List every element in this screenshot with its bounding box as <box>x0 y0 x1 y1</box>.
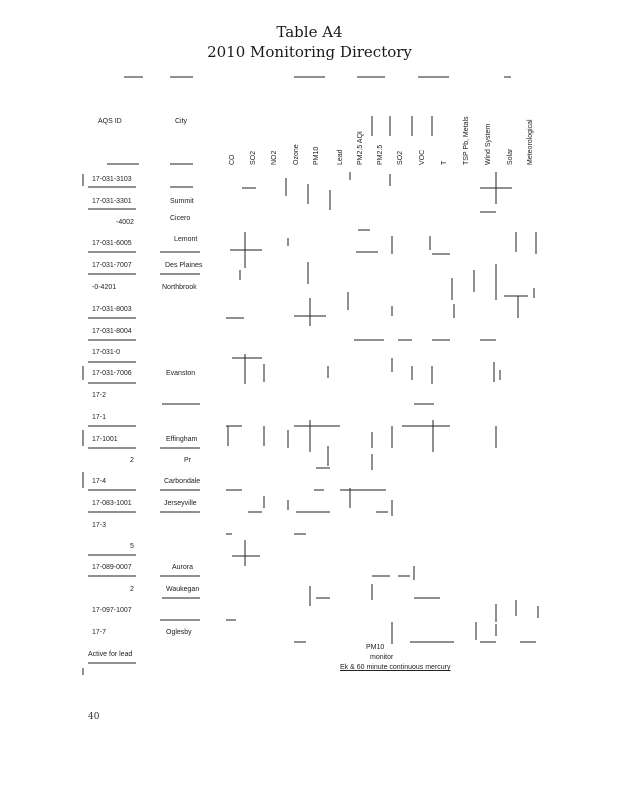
header-wind-system: Wind System <box>485 123 492 165</box>
row-aqs-id: 17-1 <box>92 414 107 421</box>
row-city: Pr <box>184 457 191 464</box>
header-voc: VOC <box>419 149 426 165</box>
row-aqs-id: -0-4201 <box>92 284 117 291</box>
row-aqs-id: 17-031-7006 <box>92 370 132 377</box>
row-aqs-id: 17-031-8003 <box>92 306 132 313</box>
footnote-left: Active for lead <box>88 651 133 658</box>
row-aqs-id: -4002 <box>116 219 134 226</box>
row-aqs-id: 17-031-7007 <box>92 262 132 269</box>
footnote-right-1: PM10 <box>366 644 385 651</box>
header-ozone: Ozone <box>293 144 300 165</box>
header-no2: NO2 <box>271 150 278 165</box>
row-aqs-id: 17-097-1007 <box>92 607 132 614</box>
row-city: Des Plaines <box>165 262 203 269</box>
row-aqs-id: 17-089-0007 <box>92 564 132 571</box>
footnote-right-2: monitor <box>370 654 394 661</box>
header-t: T <box>441 160 448 165</box>
header-aqs-id: AQS ID <box>98 118 122 125</box>
header-lead: Lead <box>337 149 344 165</box>
header-co: CO <box>229 154 236 165</box>
row-aqs-id: 17-031-6005 <box>92 240 132 247</box>
row-aqs-id: 17-4 <box>92 478 107 485</box>
row-city: Carbondale <box>164 478 201 485</box>
header-tsp-pb-metals: TSP Pb, Metals <box>463 116 470 165</box>
header-pm10: PM10 <box>313 146 320 165</box>
row-aqs-id: 17-3 <box>92 522 107 529</box>
row-city: Cicero <box>170 215 191 222</box>
row-aqs-id: 2 <box>130 457 134 464</box>
row-aqs-id: 2 <box>130 586 134 593</box>
header-meteorological: Meteorological <box>527 119 534 165</box>
row-aqs-id: 17-031-8004 <box>92 328 132 335</box>
page-number: 40 <box>88 712 100 722</box>
row-aqs-id: 17-031-0 <box>92 349 121 356</box>
table-subtitle: 2010 Monitoring Directory <box>207 43 412 61</box>
header-solar: Solar <box>507 148 514 165</box>
row-city: Jerseyville <box>164 500 197 507</box>
row-city: Northbrook <box>162 284 197 291</box>
header-so2-a: SO2 <box>250 150 257 165</box>
row-city: Evanston <box>166 370 196 377</box>
footnote-right-3: Ek & 60 minute continuous mercury <box>340 664 451 671</box>
row-aqs-id: 17-031-3301 <box>92 198 132 205</box>
row-city: Aurora <box>172 564 194 571</box>
row-aqs-id: 5 <box>130 543 134 550</box>
header-so2-b: SO2 <box>397 150 404 165</box>
header-pm25-aqi: PM2.5 AQI <box>357 131 364 165</box>
row-aqs-id: 17-083-1001 <box>92 500 132 507</box>
header-pm25: PM2.5 <box>377 144 384 165</box>
row-aqs-id: 17-2 <box>92 392 107 399</box>
row-city: Waukegan <box>166 586 200 593</box>
row-city: Effingham <box>166 436 198 443</box>
row-city: Lemont <box>174 236 198 243</box>
row-aqs-id: 17-1001 <box>92 436 118 443</box>
row-city: Summit <box>170 198 194 205</box>
row-city: Oglesby <box>166 629 192 636</box>
row-aqs-id: 17-031-3103 <box>92 176 132 183</box>
header-city: City <box>175 118 188 125</box>
row-aqs-id: 17-7 <box>92 629 107 636</box>
table-title: Table A4 <box>276 23 343 41</box>
